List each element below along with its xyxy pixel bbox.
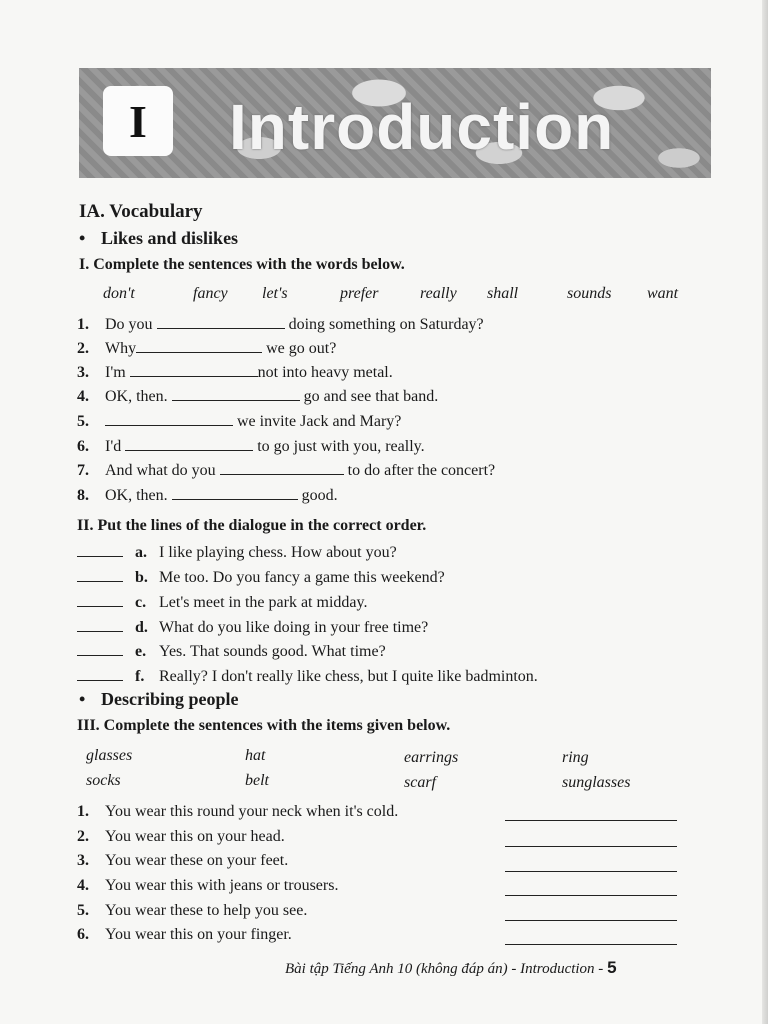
answer-blank[interactable] xyxy=(130,362,258,377)
page-number: 5 xyxy=(607,958,617,977)
answer-blank[interactable] xyxy=(157,314,285,329)
answer-line[interactable] xyxy=(505,820,677,821)
answer-blank[interactable] xyxy=(172,485,298,500)
answer-line[interactable] xyxy=(505,920,677,921)
word-bank-item: really xyxy=(420,285,457,302)
word-bank-item: sounds xyxy=(567,285,612,302)
dialogue-line: a. I like playing chess. How about you? xyxy=(77,542,397,562)
exercise-1-item: 1. Do you doing something on Saturday? xyxy=(77,316,484,333)
word-bank-item: scarf xyxy=(404,774,436,791)
exercise-3-item: 5. You wear these to help you see. xyxy=(77,902,308,919)
word-bank-item: don't xyxy=(103,285,135,302)
word-bank-item: prefer xyxy=(340,285,379,302)
word-bank-item: let's xyxy=(262,285,288,302)
word-bank-item: socks xyxy=(86,772,121,789)
section-title: IA. Vocabulary xyxy=(79,201,203,222)
word-bank-item: shall xyxy=(487,285,519,302)
exercise-3-item: 2. You wear this on your head. xyxy=(77,828,285,845)
dialogue-line: e. Yes. That sounds good. What time? xyxy=(77,641,386,661)
exercise-1-item: 6. I'd to go just with you, really. xyxy=(77,438,425,455)
answer-line[interactable] xyxy=(505,895,677,896)
chapter-numeral: I xyxy=(103,86,173,156)
answer-blank[interactable] xyxy=(105,411,233,426)
exercise-3-title: III. Complete the sentences with the items given below. xyxy=(77,717,451,734)
exercise-1-item: 7. And what do you to do after the concert? xyxy=(77,462,496,479)
dialogue-line: b. Me too. Do you fancy a game this weekend? xyxy=(77,567,445,587)
answer-blank[interactable] xyxy=(172,386,300,401)
exercise-1-item: 2. Why we go out? xyxy=(77,340,337,357)
order-blank[interactable] xyxy=(77,666,123,681)
answer-blank[interactable] xyxy=(125,436,253,451)
exercise-3-item: 6. You wear this on your finger. xyxy=(77,926,292,943)
answer-line[interactable] xyxy=(505,871,677,872)
word-bank-item: ring xyxy=(562,749,589,766)
answer-line[interactable] xyxy=(505,944,677,945)
answer-line[interactable] xyxy=(505,846,677,847)
exercise-3-item: 4. You wear this with jeans or trousers. xyxy=(77,877,339,894)
word-bank-item: fancy xyxy=(193,285,228,302)
order-blank[interactable] xyxy=(77,641,123,656)
order-blank[interactable] xyxy=(77,592,123,607)
word-bank-item: sunglasses xyxy=(562,774,631,791)
answer-blank[interactable] xyxy=(220,460,344,475)
word-bank-item: want xyxy=(647,285,679,302)
order-blank[interactable] xyxy=(77,542,123,557)
word-bank-item: glasses xyxy=(86,747,133,764)
word-bank-item: hat xyxy=(245,747,266,764)
topic-describing-people: • Describing people xyxy=(79,689,239,709)
exercise-3-item: 1. You wear this round your neck when it's cold. xyxy=(77,803,399,820)
word-bank-item: earrings xyxy=(404,749,459,766)
chapter-title: Introduction xyxy=(229,91,615,163)
chapter-banner xyxy=(79,68,711,178)
order-blank[interactable] xyxy=(77,567,123,582)
exercise-3-item: 3. You wear these on your feet. xyxy=(77,852,289,869)
exercise-1-item: 3. I'm not into heavy metal. xyxy=(77,364,393,381)
page-edge xyxy=(762,0,768,1024)
word-bank-item: belt xyxy=(245,772,269,789)
dialogue-line: c. Let's meet in the park at midday. xyxy=(77,592,367,612)
dialogue-line: f. Really? I don't really like chess, but I quite like badminton. xyxy=(77,666,538,686)
exercise-1-item: 8. OK, then. good. xyxy=(77,487,338,504)
topic-likes-dislikes: • Likes and dislikes xyxy=(79,228,239,248)
answer-blank[interactable] xyxy=(136,338,262,353)
exercise-2-title: II. Put the lines of the dialogue in the correct order. xyxy=(77,517,427,534)
exercise-1-item: 5. we invite Jack and Mary? xyxy=(77,413,402,430)
order-blank[interactable] xyxy=(77,617,123,632)
exercise-1-item: 4. OK, then. go and see that band. xyxy=(77,388,439,405)
dialogue-line: d. What do you like doing in your free time? xyxy=(77,617,428,637)
page-footer: Bài tập Tiếng Anh 10 (không đáp án) - Introduction - 5 xyxy=(285,958,617,977)
exercise-1-title: I. Complete the sentences with the words below. xyxy=(79,256,405,273)
